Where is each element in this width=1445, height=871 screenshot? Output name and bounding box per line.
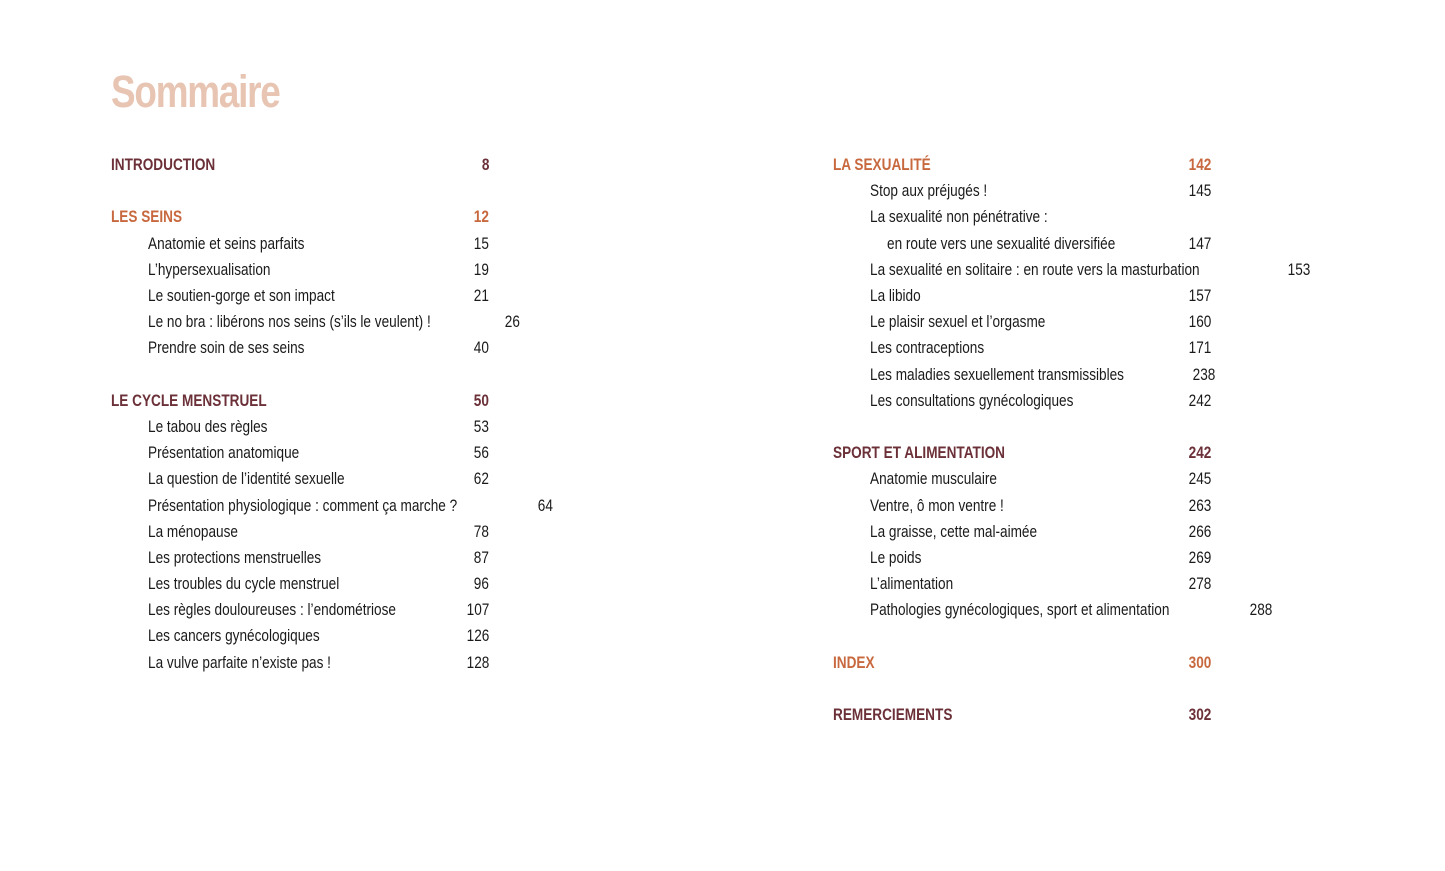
entry-title: Présentation physiologique : comment ça marche ?	[148, 495, 458, 515]
section-title: LE CYCLE MENSTRUEL	[111, 390, 267, 410]
page-number: 26	[505, 312, 521, 332]
page-number: 171	[1188, 338, 1211, 358]
section-title: SPORT ET ALIMENTATION	[833, 443, 1006, 463]
toc-entry-la-sexualite-non-penetrative[interactable]	[833, 204, 1211, 230]
toc-entry-la-question-de-l-identite-sexuelle[interactable]	[111, 466, 489, 492]
page-number: 157	[1188, 286, 1211, 306]
toc-section-sport-et-alimentation[interactable]	[833, 440, 1211, 466]
entry-title: Présentation anatomique	[148, 443, 300, 463]
entry-title: Pathologies gynécologiques, sport et alimentation	[870, 600, 1170, 620]
entry-title: Les contraceptions	[870, 338, 985, 358]
section-title: LA SEXUALITÉ	[833, 155, 931, 175]
entry-title: Le soutien-gorge et son impact	[148, 286, 335, 306]
page-number: 19	[473, 259, 489, 279]
page-number: 142	[1188, 155, 1211, 175]
entry-title: La ménopause	[148, 521, 238, 541]
page-number: 87	[473, 547, 489, 567]
page-number: 12	[473, 207, 489, 227]
entry-title: en route vers une sexualité diversifiée	[887, 233, 1116, 253]
toc-entry-pathologies-gynecologiques-sport-et-alim[interactable]	[833, 597, 1273, 623]
spacer	[833, 414, 1211, 440]
entry-title: La graisse, cette mal-aimée	[870, 521, 1038, 541]
page-number: 242	[1188, 443, 1211, 463]
page-number: 21	[473, 286, 489, 306]
entry-title: Anatomie et seins parfaits	[148, 233, 305, 253]
toc-entry-prendre-soin-de-ses-seins[interactable]	[111, 335, 489, 361]
toc-entry-anatomie-et-seins-parfaits[interactable]	[111, 231, 489, 257]
toc-entry-les-regles-douloureuses-l-endometriose[interactable]	[111, 597, 489, 623]
page-number: 8	[481, 155, 489, 175]
entry-title: Les consultations gynécologiques	[870, 390, 1074, 410]
spacer	[111, 178, 489, 204]
page-number: 126	[466, 626, 489, 646]
entry-title: Les troubles du cycle menstruel	[148, 574, 340, 594]
toc-entry-presentation-anatomique[interactable]	[111, 440, 489, 466]
toc-entry-les-contraceptions[interactable]	[833, 335, 1211, 361]
toc-left-column	[111, 152, 554, 676]
toc-entry-les-cancers-gynecologiques[interactable]	[111, 623, 489, 649]
toc-entry-les-troubles-du-cycle-menstruel[interactable]	[111, 571, 489, 597]
page-number: 107	[466, 600, 489, 620]
page-number: 96	[473, 574, 489, 594]
toc-entry-les-protections-menstruelles[interactable]	[111, 545, 489, 571]
page-number: 242	[1188, 390, 1211, 410]
entry-title: Le tabou des règles	[148, 416, 268, 436]
page-number: 300	[1188, 652, 1211, 672]
toc-entry-les-maladies-sexuellement-transmissibles[interactable]	[833, 362, 1216, 388]
toc-section-remerciements[interactable]	[833, 702, 1211, 728]
toc-entry-la-libido[interactable]	[833, 283, 1211, 309]
page-number: 78	[473, 521, 489, 541]
entry-title: Le poids	[870, 547, 922, 567]
entry-title: La libido	[870, 286, 921, 306]
page-number: 238	[1193, 364, 1216, 384]
toc-section-les-seins[interactable]	[111, 204, 489, 230]
entry-title: Les cancers gynécologiques	[148, 626, 320, 646]
toc-entry-la-graisse-cette-mal-aimee[interactable]	[833, 519, 1211, 545]
spacer	[833, 623, 1211, 649]
toc-entry-le-tabou-des-regles[interactable]	[111, 414, 489, 440]
toc-entry-l-hypersexualisation[interactable]	[111, 257, 489, 283]
toc-entry-la-sexualite-en-solitaire-en-route-vers-[interactable]	[833, 257, 1311, 283]
page-number: 64	[538, 495, 554, 515]
entry-title: Les protections menstruelles	[148, 547, 322, 567]
toc-section-introduction[interactable]	[111, 152, 489, 178]
toc-entry-la-vulve-parfaite-n-existe-pas[interactable]	[111, 650, 489, 676]
page-number: 50	[473, 390, 489, 410]
page-number: 266	[1188, 521, 1211, 541]
toc-entry-en-route-vers-une-sexualite-diversifiee[interactable]	[833, 231, 1211, 257]
spacer	[833, 676, 1211, 702]
page-number: 288	[1249, 600, 1273, 620]
toc-entry-le-no-bra-liberons-nos-seins-s-ils-le-ve[interactable]	[111, 309, 521, 335]
entry-title: Les maladies sexuellement transmissibles	[870, 364, 1124, 384]
toc-entry-les-consultations-gynecologiques[interactable]	[833, 388, 1211, 414]
section-title: INDEX	[833, 652, 875, 672]
toc-entry-anatomie-musculaire[interactable]	[833, 466, 1211, 492]
page-number: 40	[473, 338, 489, 358]
toc-right-column	[833, 152, 1311, 728]
page-number: 128	[466, 652, 489, 672]
entry-title: La vulve parfaite n’existe pas !	[148, 652, 331, 672]
page-number: 263	[1188, 495, 1211, 515]
entry-title: Le plaisir sexuel et l’orgasme	[870, 312, 1046, 332]
page-number: 15	[473, 233, 489, 253]
entry-title: Les règles douloureuses : l’endométriose	[148, 600, 396, 620]
entry-title: Anatomie musculaire	[870, 469, 997, 489]
entry-title: La question de l’identité sexuelle	[148, 469, 345, 489]
entry-title: La sexualité en solitaire : en route vers la masturbation	[870, 259, 1200, 279]
section-title: REMERCIEMENTS	[833, 705, 953, 725]
page-number: 62	[473, 469, 489, 489]
page-number: 147	[1188, 233, 1211, 253]
page-number: 56	[473, 443, 489, 463]
toc-section-le-cycle-menstruel[interactable]	[111, 388, 489, 414]
entry-title: L’alimentation	[870, 574, 954, 594]
toc-entry-le-poids[interactable]	[833, 545, 1211, 571]
spacer	[111, 362, 489, 388]
page-number: 245	[1188, 469, 1211, 489]
page-number: 160	[1188, 312, 1211, 332]
toc-entry-presentation-physiologique-comment-ca-ma[interactable]	[111, 492, 554, 518]
toc-entry-le-soutien-gorge-et-son-impact[interactable]	[111, 283, 489, 309]
entry-title: Prendre soin de ses seins	[148, 338, 305, 358]
toc-entry-stop-aux-prejuges[interactable]	[833, 178, 1211, 204]
entry-title: L’hypersexualisation	[148, 259, 271, 279]
toc-entry-la-menopause[interactable]	[111, 519, 489, 545]
entry-title: Stop aux préjugés !	[870, 181, 988, 201]
toc-section-index[interactable]	[833, 650, 1211, 676]
page-number: 278	[1188, 574, 1211, 594]
toc-entry-le-plaisir-sexuel-et-l-orgasme[interactable]	[833, 309, 1211, 335]
toc-section-la-sexualite[interactable]	[833, 152, 1211, 178]
page-number: 269	[1188, 547, 1211, 567]
page-number: 302	[1188, 705, 1211, 725]
page-number: 145	[1188, 181, 1211, 201]
toc-entry-ventre-o-mon-ventre[interactable]	[833, 492, 1211, 518]
section-title: LES SEINS	[111, 207, 183, 227]
page-number: 153	[1287, 259, 1311, 279]
page-number: 53	[473, 416, 489, 436]
page-title: Sommaire	[111, 66, 280, 117]
section-title: INTRODUCTION	[111, 155, 216, 175]
entry-title: La sexualité non pénétrative :	[870, 207, 1048, 227]
toc-entry-l-alimentation[interactable]	[833, 571, 1211, 597]
entry-title: Le no bra : libérons nos seins (s’ils le veulent) !	[148, 312, 431, 332]
entry-title: Ventre, ô mon ventre !	[870, 495, 1004, 515]
